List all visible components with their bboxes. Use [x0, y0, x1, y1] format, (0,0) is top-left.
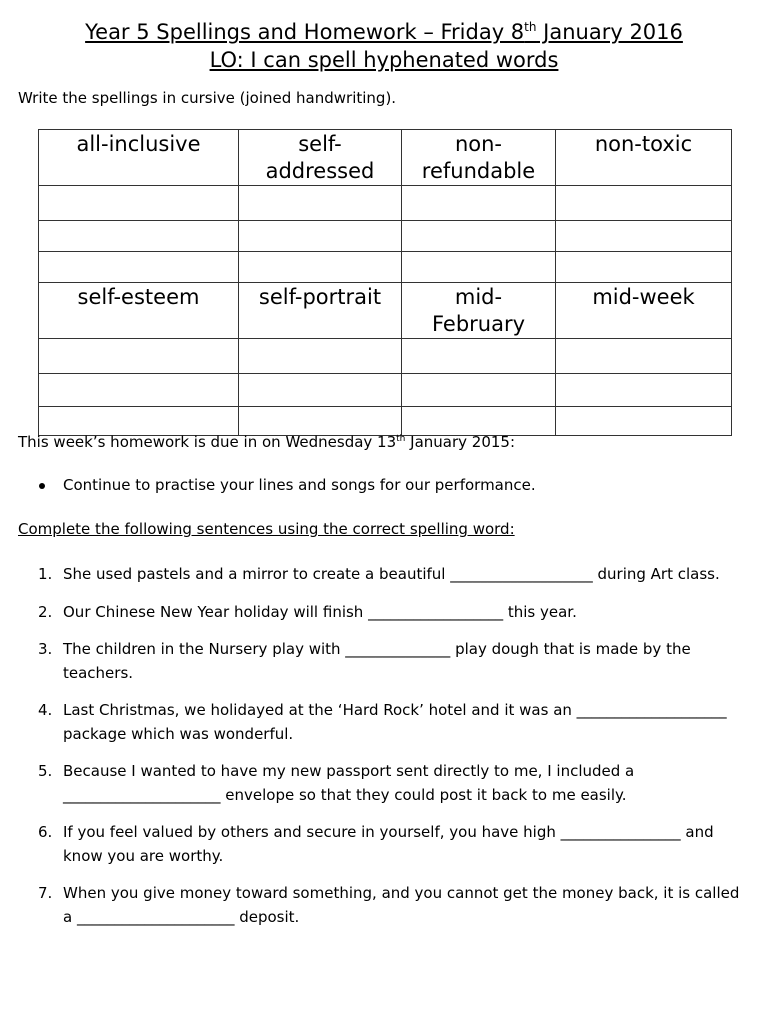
handwriting-cell[interactable]: [239, 252, 402, 283]
sentence-number: 4.: [38, 701, 53, 719]
list-item: [38, 601, 753, 625]
homework-task-text: Continue to practise your lines and songs for our performance.: [63, 476, 536, 494]
handwriting-cell[interactable]: [556, 374, 732, 407]
list-item: [38, 882, 753, 929]
handwriting-cell[interactable]: [39, 407, 239, 436]
due-date-suffix: January 2015:: [405, 433, 516, 451]
learning-objective: LO: I can spell hyphenated words: [209, 48, 559, 72]
handwriting-cell[interactable]: [39, 339, 239, 374]
homework-task-list: [30, 476, 536, 494]
sentence-text: Last Christmas, we holidayed at the ‘Hard Rock’ hotel and it was an ____________________ package which was wonderful.: [63, 701, 727, 743]
sentence-number: 1.: [38, 565, 53, 583]
spelling-instruction: Write the spellings in cursive (joined handwriting).: [18, 89, 397, 107]
handwriting-row: [39, 339, 732, 374]
handwriting-cell[interactable]: [239, 186, 402, 221]
sentence-text: Because I wanted to have my new passport sent directly to me, I included a _____________________ envelope so that they could post it back to me easily.: [63, 762, 635, 804]
spelling-word-row: [39, 130, 732, 186]
spelling-word: self-esteem: [39, 283, 239, 339]
list-item: [38, 699, 753, 746]
handwriting-cell[interactable]: [402, 407, 556, 436]
handwriting-cell[interactable]: [39, 374, 239, 407]
handwriting-cell[interactable]: [239, 339, 402, 374]
sentence-text: She used pastels and a mirror to create a beautiful ___________________ during Art class.: [63, 565, 720, 583]
sentence-number: 7.: [38, 884, 53, 902]
spelling-word: non- refundable: [402, 130, 556, 186]
due-superscript: th: [396, 434, 406, 444]
handwriting-row: [39, 374, 732, 407]
handwriting-cell[interactable]: [402, 186, 556, 221]
sentence-text: If you feel valued by others and secure in yourself, you have high ________________ and know you are worthy.: [63, 823, 714, 865]
list-item: [38, 638, 753, 685]
title-text: Year 5 Spellings and Homework – Friday 8: [85, 20, 525, 44]
sentence-text: The children in the Nursery play with ______________ play dough that is made by the teachers.: [63, 640, 691, 682]
list-item: [38, 821, 753, 868]
spelling-word-row: [39, 283, 732, 339]
handwriting-cell[interactable]: [39, 221, 239, 252]
handwriting-cell[interactable]: [402, 252, 556, 283]
handwriting-row: [39, 252, 732, 283]
list-item: [38, 563, 753, 587]
exercise-heading: Complete the following sentences using the correct spelling word:: [18, 520, 515, 538]
handwriting-cell[interactable]: [39, 186, 239, 221]
handwriting-cell[interactable]: [402, 339, 556, 374]
due-text: This week’s homework is due in on Wednesday 13: [18, 433, 397, 451]
spelling-word: self- addressed: [239, 130, 402, 186]
page-title: [0, 20, 768, 44]
sentence-list: [38, 563, 753, 943]
handwriting-row: [39, 221, 732, 252]
handwriting-row: [39, 186, 732, 221]
homework-due-date: [18, 433, 515, 451]
sentence-text: When you give money toward something, and you cannot get the money back, it is called a _____________________ deposit.: [63, 884, 740, 926]
handwriting-cell[interactable]: [239, 221, 402, 252]
list-item: [38, 760, 753, 807]
sentence-number: 5.: [38, 762, 53, 780]
handwriting-cell[interactable]: [239, 374, 402, 407]
handwriting-cell[interactable]: [239, 407, 402, 436]
handwriting-row: [39, 407, 732, 436]
spelling-word: non-toxic: [556, 130, 732, 186]
sentence-number: 2.: [38, 602, 53, 621]
sentence-number: 6.: [38, 823, 53, 841]
title-date-suffix: January 2016: [536, 20, 683, 44]
spelling-word: mid- February: [402, 283, 556, 339]
sentence-number: 3.: [38, 640, 53, 658]
bullet-icon: [39, 483, 45, 489]
handwriting-cell[interactable]: [402, 374, 556, 407]
handwriting-cell[interactable]: [556, 221, 732, 252]
handwriting-cell[interactable]: [556, 339, 732, 374]
handwriting-cell[interactable]: [39, 252, 239, 283]
spelling-table: [38, 129, 732, 436]
handwriting-cell[interactable]: [402, 221, 556, 252]
list-item: [30, 476, 536, 494]
spelling-word: all-inclusive: [39, 130, 239, 186]
sentence-text: Our Chinese New Year holiday will finish __________________ this year.: [63, 602, 577, 621]
handwriting-cell[interactable]: [556, 252, 732, 283]
handwriting-cell[interactable]: [556, 186, 732, 221]
spelling-word: self-portrait: [239, 283, 402, 339]
title-superscript: th: [524, 20, 537, 34]
spelling-word: mid-week: [556, 283, 732, 339]
handwriting-cell[interactable]: [556, 407, 732, 436]
